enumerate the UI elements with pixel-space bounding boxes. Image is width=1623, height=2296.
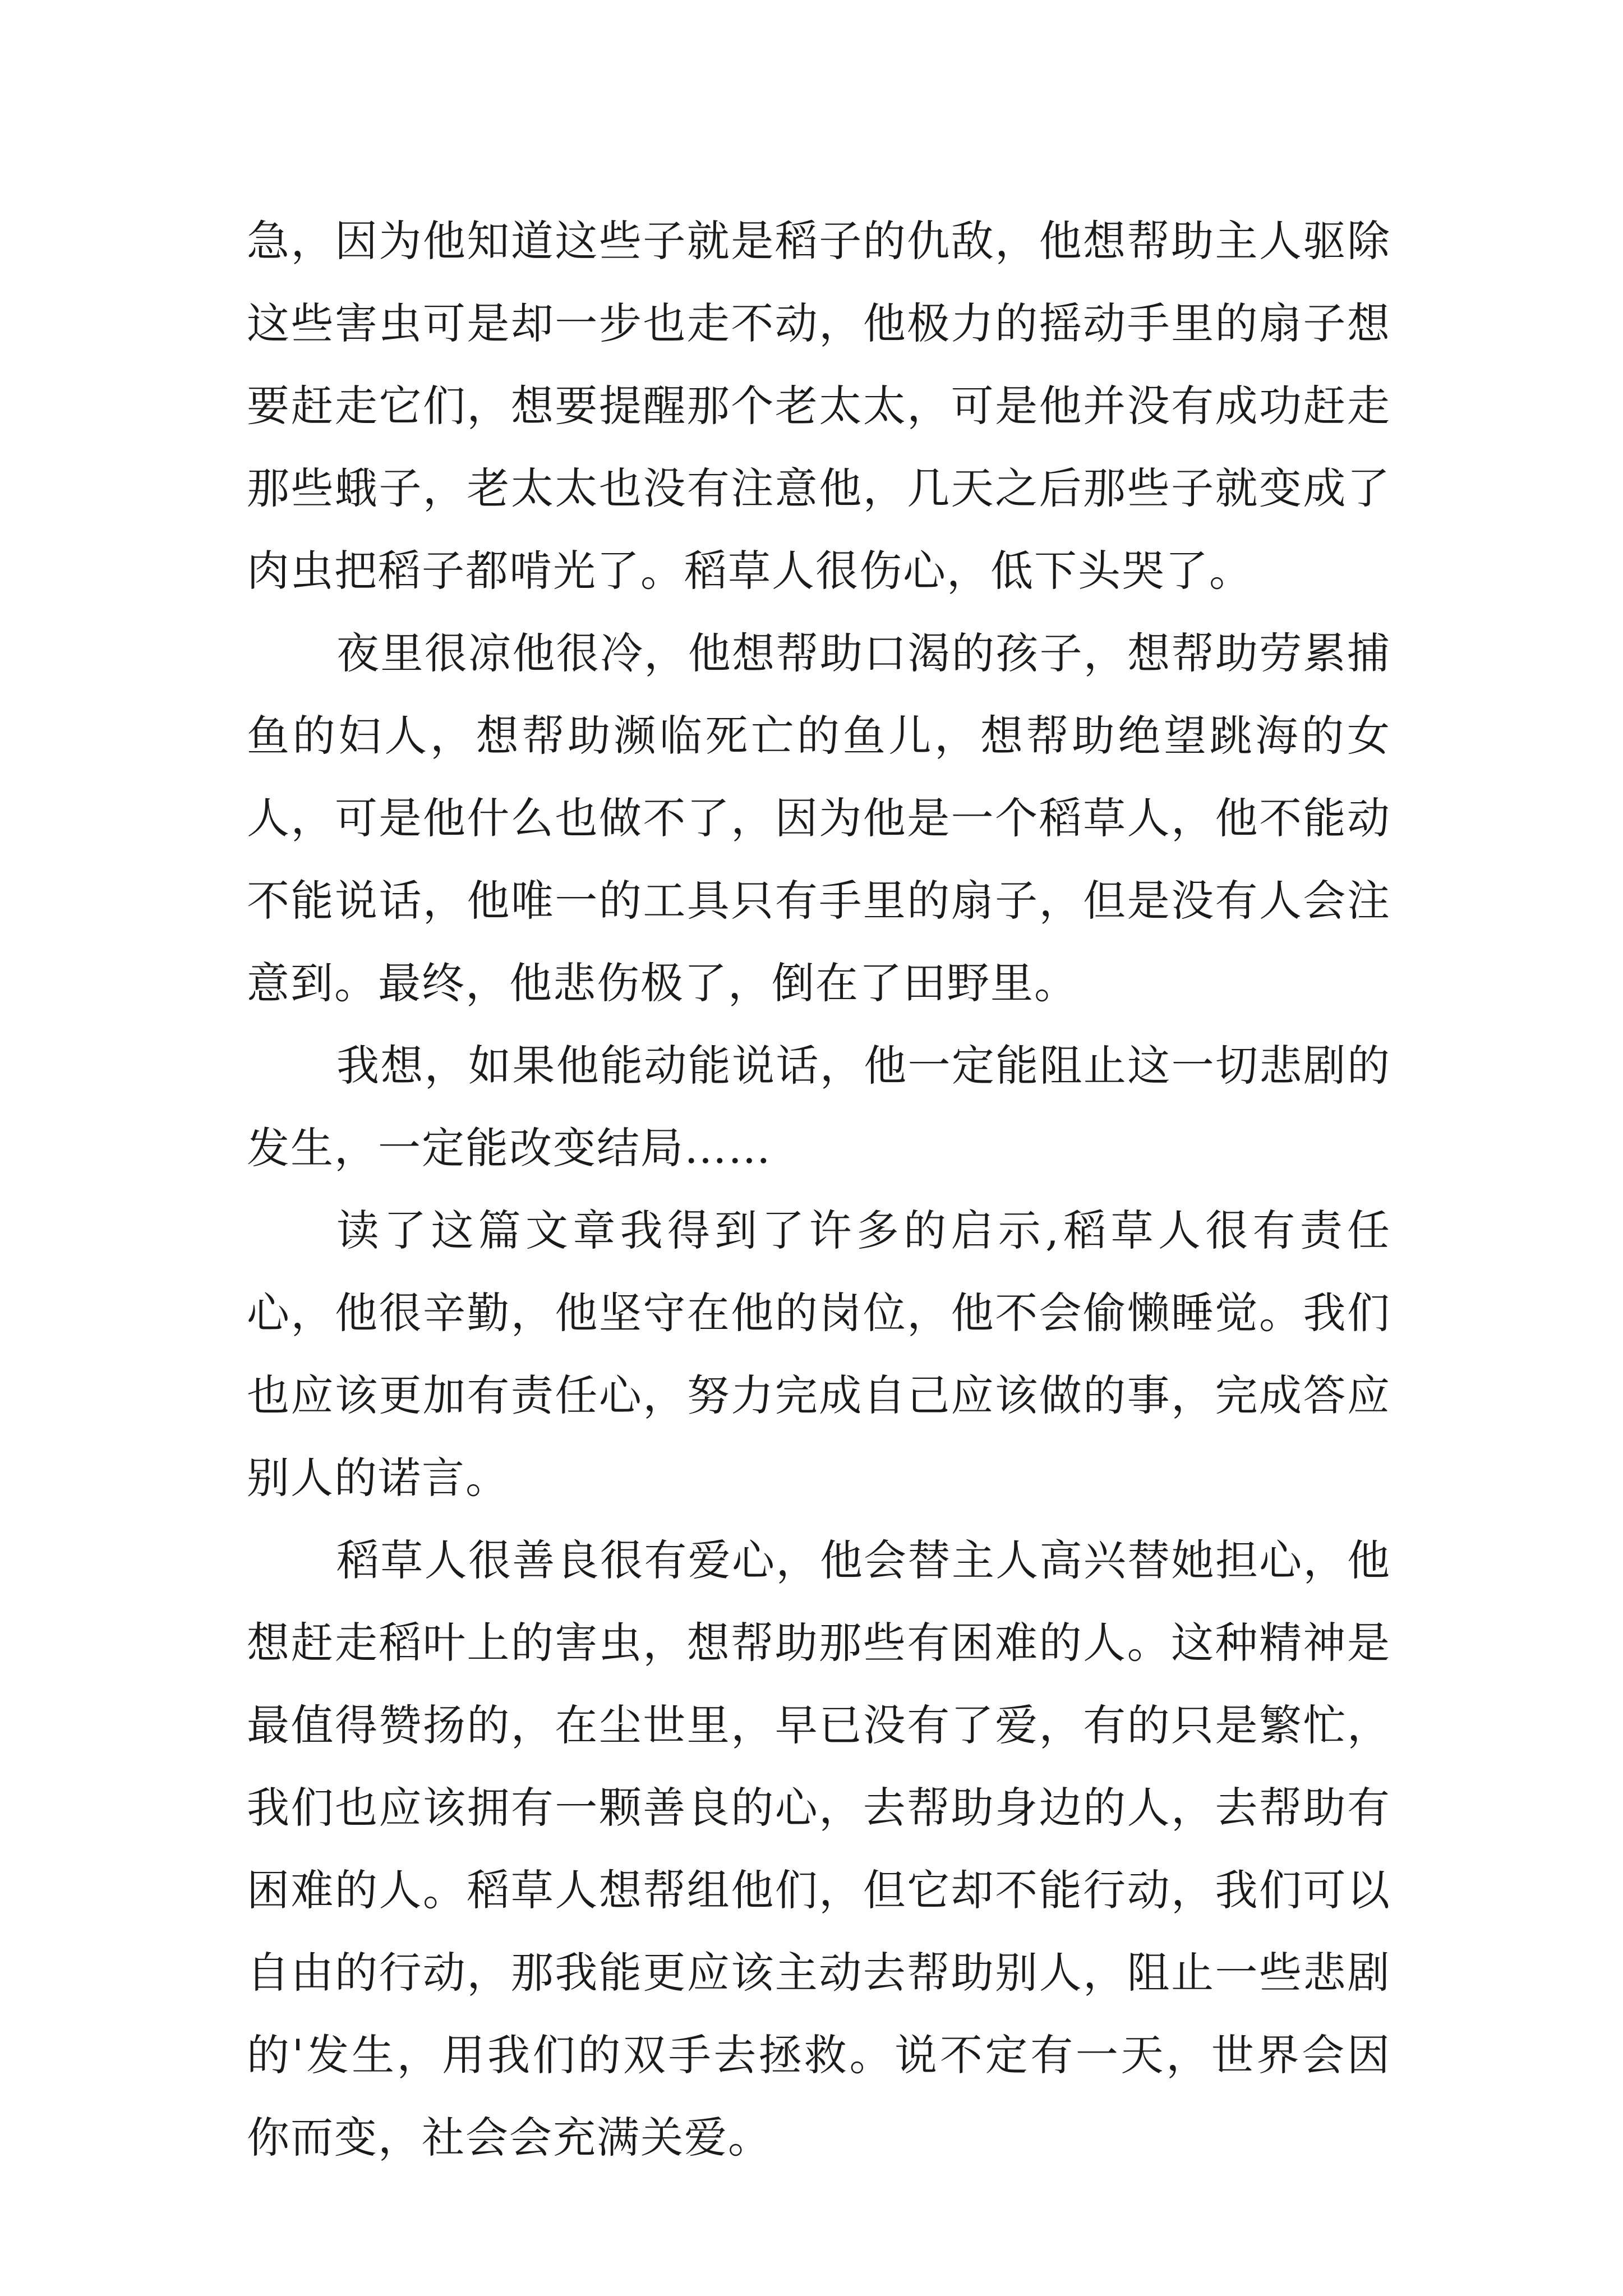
paragraph: 我想，如果他能动能说话，他一定能阻止这一切悲剧的发生，一定能改变结局…… — [247, 1041, 1391, 1173]
paragraph: 夜里很凉他很冷，他想帮助口渴的孩子，想帮助劳累捕鱼的妇人，想帮助濒临死亡的鱼儿，想帮助绝望跳海的女人，可是他什么也做不了，因为他是一个稻草人，他不能动不能说话，他唯一的工具只有手里的扇子，但是没有人会注意到。最终，他悲伤极了，倒在了田野里。 — [247, 628, 1391, 1008]
paragraph-continuation: 急，因为他知道这些子就是稻子的仇敌，他想帮助主人驱除这些害虫可是却一步也走不动，他极力的摇动手里的扇子想要赶走它们，想要提醒那个老太太，可是他并没有成功赶走那些蛾子，老太太也没有注意他，几天之后那些子就变成了肉虫把稻子都啃光了。稻草人很伤心，低下头哭了。 — [247, 216, 1391, 596]
paragraph: 读了这篇文章我得到了许多的启示,稻草人很有责任心，他很辛勤，他坚守在他的岗位，他不会偷懒睡觉。我们也应该更加有责任心，努力完成自己应该做的事，完成答应别人的诺言。 — [247, 1205, 1391, 1503]
document-body — [247, 200, 1391, 2179]
paragraph: 稻草人很善良很有爱心，他会替主人高兴替她担心，他想赶走稻叶上的害虫，想帮助那些有困难的人。这种精神是最值得赞扬的，在尘世里，早已没有了爱，有的只是繁忙，我们也应该拥有一颗善良的心，去帮助身边的人，去帮助有困难的人。稻草人想帮组他们，但它却不能行动，我们可以自由的行动，那我能更应该主动去帮助别人，阻止一些悲剧的'发生，用我们的双手去拯救。说不定有一天，世界会因你而变，社会会充满关爱。 — [247, 1535, 1391, 2162]
